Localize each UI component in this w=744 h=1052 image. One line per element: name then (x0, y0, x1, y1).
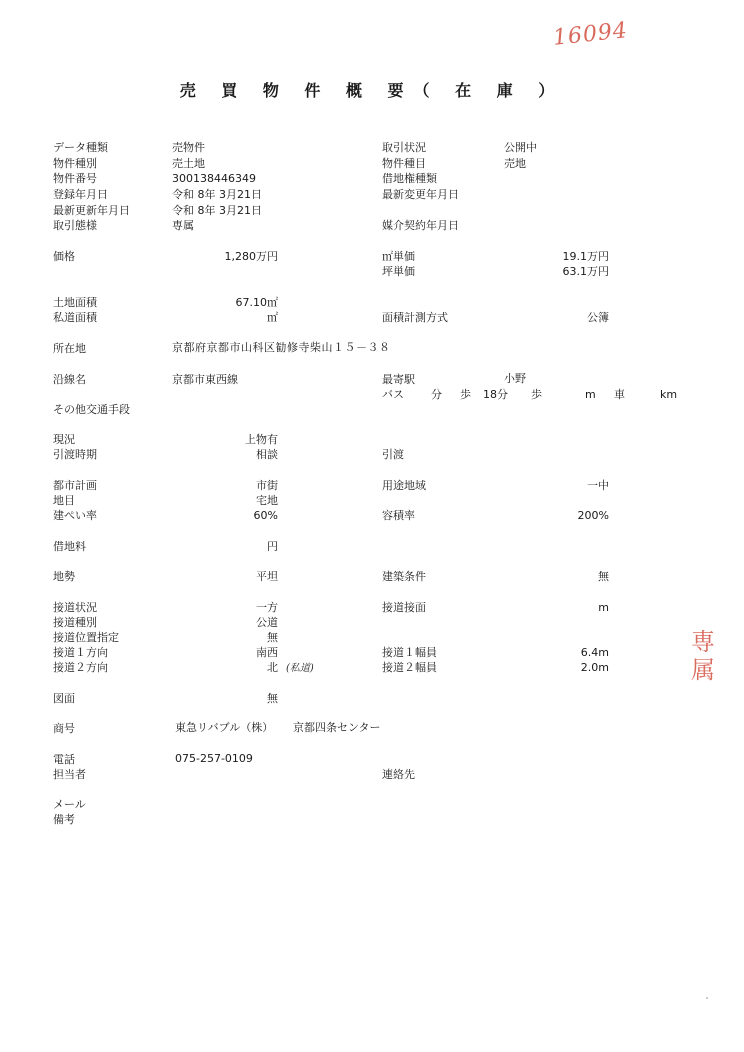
road-dir1-label: 接道１方向 (53, 646, 108, 659)
item-type-label: 物件種目 (382, 157, 426, 170)
other-transport-label: その他交通手段 (53, 403, 130, 416)
side-note-char-2: 属 (691, 656, 715, 684)
far-label: 容積率 (382, 509, 415, 522)
trade-mode-label: 取引態様 (53, 219, 97, 232)
trade-mode-value: 専属 (172, 219, 194, 232)
reg-date-value: 令和 8年 3月21日 (172, 188, 262, 201)
unit-price-tsubo-label: 坪単価 (382, 265, 415, 278)
road-width2-label: 接道２幅員 (382, 661, 437, 674)
car-label: 車 (614, 388, 625, 401)
road-dir2-label: 接道２方向 (53, 661, 108, 674)
reg-date-label: 登録年月日 (53, 188, 108, 201)
location-label: 所在地 (53, 342, 86, 355)
measure-method-label: 面積計測方式 (382, 311, 448, 324)
zoning-value: 一中 (587, 479, 609, 492)
handwritten-road-note: (私道) (286, 663, 314, 674)
line-value: 京都市東西線 (172, 373, 238, 386)
data-type-label: データ種類 (53, 141, 108, 154)
update-date-value: 令和 8年 3月21日 (172, 204, 262, 217)
road-width1-label: 接道１幅員 (382, 646, 437, 659)
distance-m-unit: m (585, 388, 596, 401)
private-road-label: 私道面積 (53, 311, 97, 324)
bus-min-unit: 分 (431, 388, 442, 401)
unit-price-m2-value: 19.1万円 (562, 250, 609, 263)
property-type-label: 物件種別 (53, 157, 97, 170)
scan-speck (706, 997, 708, 999)
far-value: 200% (577, 509, 609, 522)
land-category-value: 宅地 (256, 494, 278, 507)
building-cond-label: 建築条件 (382, 570, 426, 583)
zoning-label: 用途地域 (382, 479, 426, 492)
unit-price-m2-label: ㎡単価 (382, 250, 415, 263)
road-status-value: 一方 (256, 601, 278, 614)
handwritten-number: 16094 (551, 18, 630, 51)
handover-time-label: 引渡時期 (53, 448, 97, 461)
trade-status-value: 公開中 (504, 141, 537, 154)
land-area-value: 67.10㎡ (235, 296, 278, 309)
remarks-label: 備考 (53, 813, 75, 826)
road-position-value: 無 (267, 631, 278, 644)
lease-fee-label: 借地料 (53, 540, 86, 553)
terrain-label: 地勢 (53, 570, 75, 583)
phone-value: 075-257-0109 (175, 752, 253, 765)
coverage-value: 60% (253, 509, 278, 522)
station-label: 最寄駅 (382, 373, 415, 386)
item-type-value: 売地 (504, 157, 526, 170)
distance-km-unit: km (660, 388, 678, 401)
road-dir2-value: 北 (267, 661, 278, 674)
road-type-value: 公道 (256, 616, 278, 629)
unit-price-tsubo-value: 63.1万円 (562, 265, 609, 278)
side-note-char-1: 専 (691, 628, 715, 656)
lease-fee-value: 円 (267, 540, 278, 553)
branch-name: 京都四条センター (293, 721, 381, 734)
page-title: 売 買 物 件 概 要（ 在 庫 ） (179, 81, 565, 100)
data-type-value: 売物件 (172, 141, 205, 154)
measure-method-value: 公簿 (587, 311, 609, 324)
handover-time-value: 相談 (256, 448, 278, 461)
property-no-label: 物件番号 (53, 172, 97, 185)
trade-name-label: 商号 (53, 722, 75, 735)
price-label: 価格 (53, 250, 75, 263)
location-value: 京都府京都市山科区勧修寺柴山１５－３８ (172, 341, 391, 354)
status-label: 現況 (53, 433, 75, 446)
line-label: 沿線名 (53, 373, 86, 386)
trade-status-label: 取引状況 (382, 141, 426, 154)
drawing-value: 無 (267, 692, 278, 705)
bus-label: バス (382, 388, 404, 401)
road-status-label: 接道状況 (53, 601, 97, 614)
city-plan-value: 市街 (256, 479, 278, 492)
phone-label: 電話 (53, 753, 75, 766)
property-no-value: 300138446349 (172, 172, 256, 185)
building-cond-value: 無 (598, 570, 609, 583)
station-value: 小野 (504, 372, 526, 385)
coverage-label: 建ぺい率 (53, 509, 97, 522)
private-road-value: ㎡ (267, 311, 278, 324)
handwritten-side-note (688, 628, 718, 684)
email-label: メール (53, 798, 86, 811)
road-frontage-value: m (598, 601, 609, 614)
status-value: 上物有 (245, 433, 278, 446)
walk-label-2: 歩 (531, 388, 542, 401)
drawing-label: 図面 (53, 692, 75, 705)
land-category-label: 地目 (53, 494, 75, 507)
property-type-value: 売土地 (172, 157, 205, 170)
terrain-value: 平坦 (256, 570, 278, 583)
person-label: 担当者 (53, 768, 86, 781)
walk-minutes: 18分 (483, 388, 508, 401)
city-plan-label: 都市計画 (53, 479, 97, 492)
broker-date-label: 媒介契約年月日 (382, 219, 459, 232)
bus-walk-label: 歩 (460, 388, 471, 401)
company-name: 東急リバブル（株） (175, 721, 274, 734)
road-width2-value: 2.0m (580, 661, 609, 674)
price-value: 1,280万円 (224, 250, 278, 263)
update-date-label: 最新更新年月日 (53, 204, 130, 217)
handover-label: 引渡 (382, 448, 404, 461)
land-area-label: 土地面積 (53, 296, 97, 309)
road-position-label: 接道位置指定 (53, 631, 119, 644)
latest-change-label: 最新変更年月日 (382, 188, 459, 201)
road-frontage-label: 接道接面 (382, 601, 426, 614)
lease-type-label: 借地権種類 (382, 172, 437, 185)
road-type-label: 接道種別 (53, 616, 97, 629)
road-dir1-value: 南西 (256, 646, 278, 659)
road-width1-value: 6.4m (580, 646, 609, 659)
contact-label: 連絡先 (382, 768, 415, 781)
